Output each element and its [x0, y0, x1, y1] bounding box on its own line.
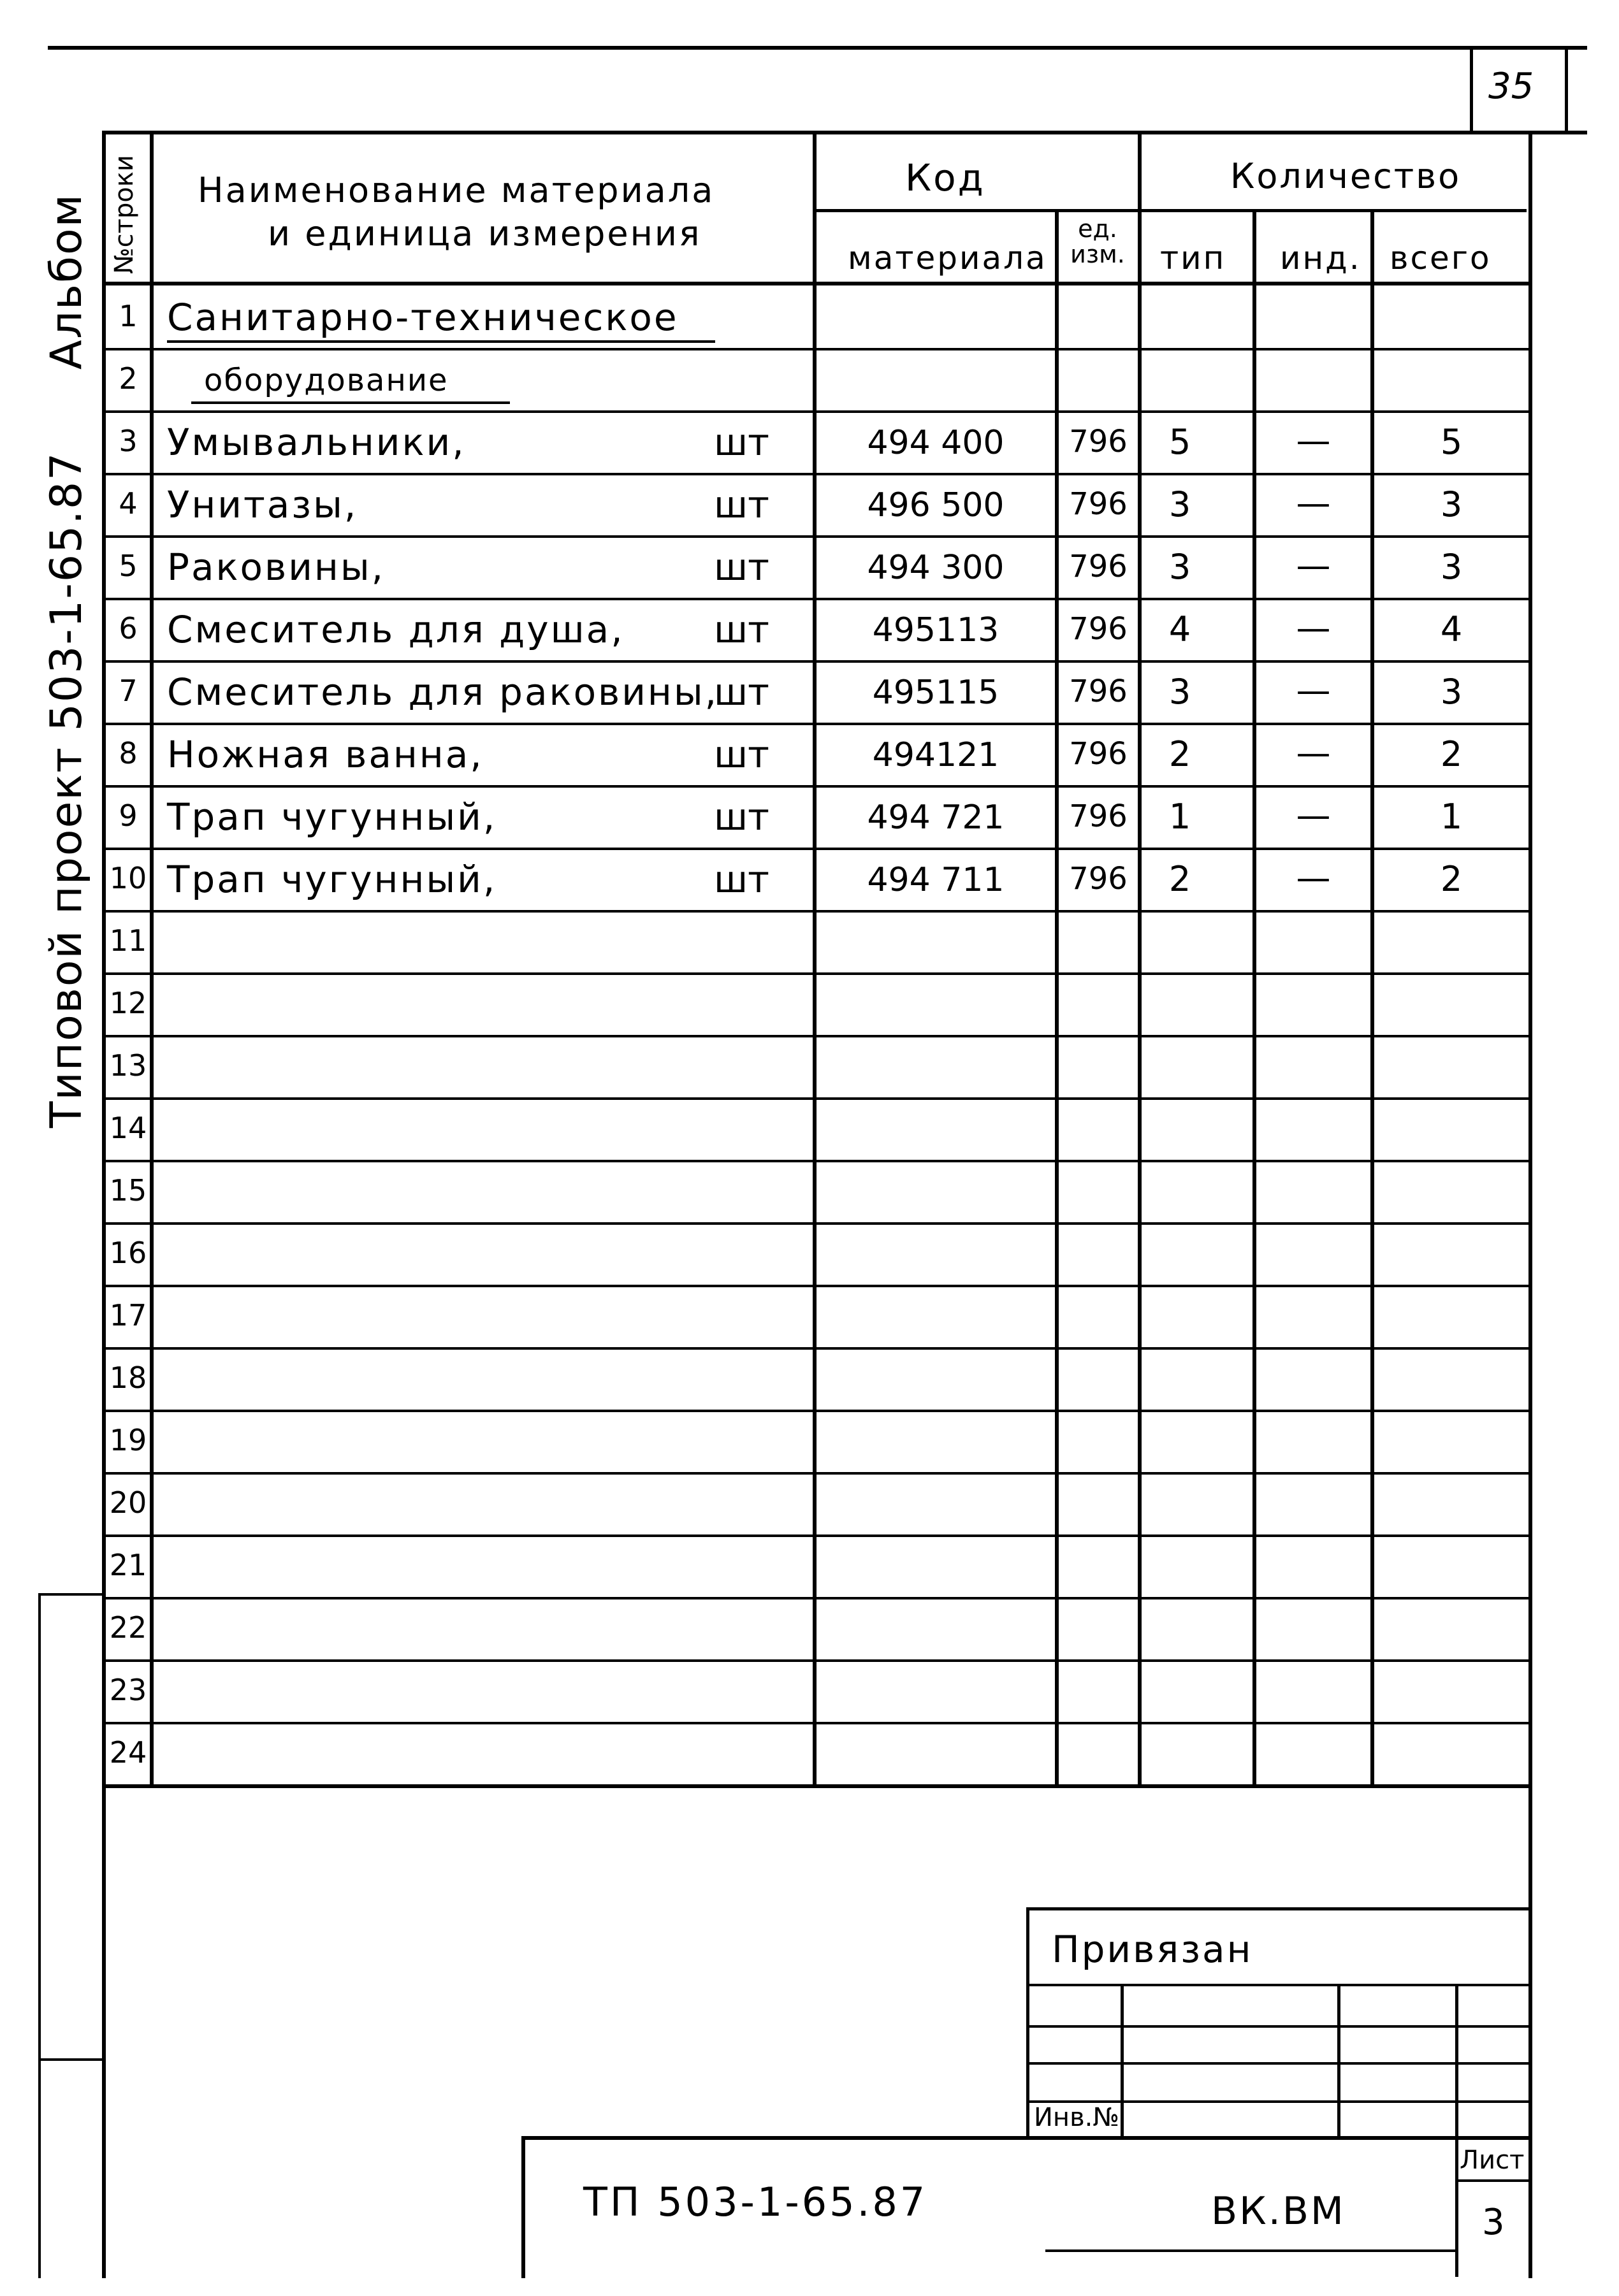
row-number: 7 [119, 674, 138, 708]
sheet-label-rule [1455, 2179, 1530, 2182]
row-number: 23 [109, 1673, 147, 1707]
qty-total: 1 [1440, 797, 1463, 837]
qty-total: 4 [1440, 609, 1463, 649]
item-name: Смеситель для раковины, [167, 670, 719, 714]
title-block-top [521, 2136, 1530, 2140]
album-label: Альбом [41, 193, 92, 370]
qty-typ: 3 [1168, 672, 1191, 712]
qty-typ: 2 [1168, 734, 1191, 774]
left-stamp-rule-2 [38, 2058, 103, 2061]
item-code: 494 300 [867, 549, 1005, 587]
row-rule [102, 1285, 1530, 1287]
header-total: всего [1390, 240, 1492, 277]
item-unit: 796 [1069, 611, 1128, 647]
header-unit: ед. изм. [1070, 215, 1125, 268]
row-number: 12 [109, 986, 147, 1020]
qty-ind: — [1296, 421, 1331, 461]
qty-total: 3 [1440, 672, 1463, 712]
row-rule [102, 1035, 1530, 1037]
row-number: 4 [119, 486, 138, 521]
item-unit: 796 [1069, 674, 1128, 709]
title-underline [1045, 2249, 1456, 2252]
row-number: 5 [119, 549, 138, 583]
bound-rule-3 [1026, 2062, 1530, 2065]
row-number: 18 [109, 1361, 147, 1395]
item-code: 495113 [872, 611, 999, 649]
header-typ: тип [1160, 240, 1226, 277]
qty-total: 5 [1440, 422, 1463, 462]
row-number: 16 [109, 1236, 147, 1270]
row-number: 2 [119, 361, 138, 396]
title-block-left [521, 2136, 525, 2278]
section-subheading-underline [191, 401, 510, 404]
sheet-number: 3 [1482, 2202, 1505, 2243]
header-material: материала [848, 240, 1047, 277]
sheet-label: Лист [1460, 2146, 1525, 2175]
item-code: 494 721 [867, 798, 1005, 837]
item-uom: шт [714, 608, 769, 651]
qty-ind: — [1296, 483, 1331, 523]
row-rule [102, 1097, 1530, 1100]
col-divider-code [813, 131, 817, 1787]
row-number: 24 [109, 1735, 147, 1770]
header-ind: инд. [1280, 240, 1361, 277]
header-name: Наименование материала [198, 170, 715, 210]
header-bottom-rule [102, 282, 1530, 285]
frame-right [1528, 131, 1532, 2278]
doc-mark: ВК.ВМ [1211, 2189, 1346, 2234]
item-unit: 796 [1069, 798, 1128, 834]
row-rule [102, 1160, 1530, 1162]
project-label: Типовой проект 503-1-65.87 [41, 451, 92, 1128]
frame-left [102, 131, 106, 2278]
item-name: Смеситель для душа, [167, 608, 625, 651]
item-name: Санитарно-техническое [167, 296, 679, 339]
item-code: 494 711 [867, 861, 1005, 899]
item-unit: 796 [1069, 424, 1128, 459]
bound-rule-2 [1026, 2025, 1530, 2028]
row-rule [102, 1722, 1530, 1724]
bound-col-1 [1121, 1984, 1124, 2137]
bound-label: Привязан [1052, 1928, 1253, 1971]
row-rule [102, 723, 1530, 725]
row-number: 22 [109, 1610, 147, 1645]
row-number: 11 [109, 923, 147, 958]
row-number: 20 [109, 1485, 147, 1520]
row-rule [102, 910, 1530, 913]
row-rule [102, 785, 1530, 788]
rownum-divider [150, 131, 154, 1787]
qty-typ: 3 [1168, 484, 1191, 524]
table-bottom-rule [102, 1784, 1530, 1788]
row-rule [102, 535, 1530, 538]
qty-total: 3 [1440, 547, 1463, 587]
qty-total: 2 [1440, 859, 1463, 899]
item-uom: шт [714, 545, 769, 589]
doc-code: ТП 503-1-65.87 [583, 2179, 928, 2225]
row-rule [102, 598, 1530, 600]
qty-ind: — [1296, 733, 1331, 773]
item-uom: шт [714, 483, 769, 526]
item-uom: шт [714, 733, 769, 776]
bound-col-3 [1455, 1984, 1458, 2277]
qty-ind: — [1296, 858, 1331, 898]
row-number: 15 [109, 1173, 147, 1208]
col-divider-qty [1138, 131, 1142, 1787]
header-code: Код [905, 156, 985, 199]
item-unit: 796 [1069, 736, 1128, 772]
item-unit: 796 [1069, 861, 1128, 897]
row-number: 10 [109, 861, 147, 895]
qty-typ: 1 [1168, 797, 1191, 837]
section-heading-underline [167, 340, 715, 343]
item-name: Умывальники, [167, 421, 466, 464]
row-number: 14 [109, 1111, 147, 1145]
qty-typ: 4 [1168, 609, 1191, 649]
row-number-header: №строки [110, 155, 139, 274]
row-number: 3 [119, 424, 138, 458]
item-name: оборудование [204, 363, 449, 398]
left-stamp-vertical [38, 1593, 41, 2278]
qty-ind: — [1296, 670, 1331, 711]
row-number: 13 [109, 1048, 147, 1083]
item-unit: 796 [1069, 549, 1128, 584]
row-number: 19 [109, 1423, 147, 1457]
bound-block-top [1026, 1907, 1530, 1910]
item-code: 494121 [872, 736, 999, 774]
row-rule [102, 1597, 1530, 1599]
row-rule [102, 348, 1530, 350]
row-rule [102, 410, 1530, 413]
row-rule [102, 1222, 1530, 1225]
row-number: 8 [119, 736, 138, 770]
qty-typ: 3 [1168, 547, 1191, 587]
header-mid-rule [813, 209, 1527, 212]
frame-top [102, 131, 1587, 134]
left-stamp-rule-1 [38, 1593, 103, 1596]
qty-typ: 2 [1168, 859, 1191, 899]
item-code: 494 400 [867, 424, 1005, 462]
qty-total: 3 [1440, 484, 1463, 524]
item-name: Трап чугунный, [167, 795, 497, 839]
row-number: 9 [119, 798, 138, 833]
row-number: 6 [119, 611, 138, 646]
qty-ind: — [1296, 545, 1331, 586]
row-rule [102, 848, 1530, 850]
item-uom: шт [714, 421, 769, 464]
item-name: Раковины, [167, 545, 386, 589]
top-rule [48, 46, 1587, 50]
row-number: 1 [119, 299, 138, 333]
row-rule [102, 1659, 1530, 1662]
row-rule [102, 1410, 1530, 1412]
row-number: 21 [109, 1548, 147, 1582]
row-rule [102, 1347, 1530, 1350]
row-rule [102, 660, 1530, 663]
row-number: 17 [109, 1298, 147, 1332]
row-rule [102, 972, 1530, 975]
item-code: 496 500 [867, 486, 1005, 524]
qty-typ: 5 [1168, 422, 1191, 462]
item-uom: шт [714, 670, 769, 714]
item-code: 495115 [872, 674, 999, 712]
item-name: Унитазы, [167, 483, 358, 526]
item-name: Трап чугунный, [167, 858, 497, 901]
inv-label: Инв.№ [1034, 2103, 1119, 2132]
row-rule [102, 473, 1530, 475]
qty-ind: — [1296, 795, 1331, 835]
page-number-box-left [1470, 48, 1473, 131]
item-unit: 796 [1069, 486, 1128, 522]
page-number-box-right [1565, 48, 1568, 131]
bound-col-2 [1337, 1984, 1340, 2137]
item-uom: шт [714, 795, 769, 839]
page-number: 35 [1488, 66, 1534, 107]
item-name: Ножная ванна, [167, 733, 484, 776]
row-rule [102, 1534, 1530, 1537]
row-rule [102, 1472, 1530, 1475]
qty-total: 2 [1440, 734, 1463, 774]
qty-ind: — [1296, 608, 1331, 648]
bound-rule-1 [1026, 1984, 1530, 1986]
header-name-2: и единица измерения [268, 213, 702, 254]
header-qty: Количество [1230, 156, 1462, 196]
item-uom: шт [714, 858, 769, 901]
